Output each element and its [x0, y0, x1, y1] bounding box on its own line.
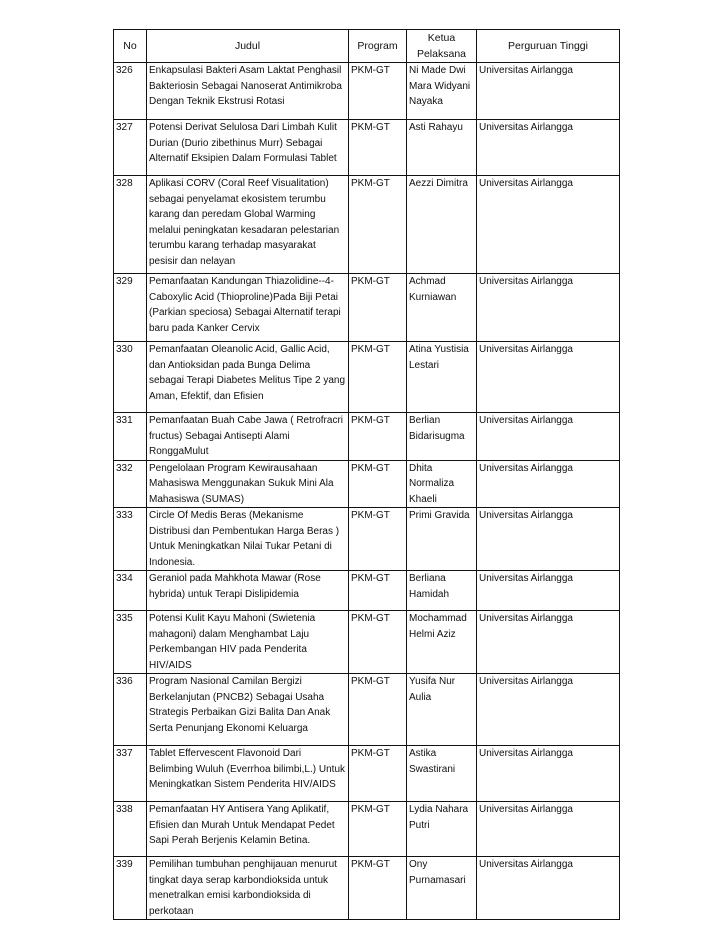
- row-program: PKM-GT: [349, 63, 407, 120]
- header-ketua-line1: Ketua: [427, 32, 456, 44]
- row-program: PKM-GT: [349, 342, 407, 413]
- row-ketua: Asti Rahayu: [407, 120, 477, 176]
- row-ketua: Lydia Nahara Putri: [407, 802, 477, 857]
- row-no: 326: [114, 63, 147, 120]
- header-row: [114, 30, 620, 63]
- row-judul: Circle Of Medis Beras (Mekanisme Distribusi dan Pembentukan Harga Beras ) Untuk Meningkatkan Nilai Tukar Petani di Indonesia.: [147, 508, 349, 571]
- row-judul: Pemanfaatan HY Antisera Yang Aplikatif, Efisien dan Murah Untuk Mendapat Pedet Sapi Perah Berjenis Kelamin Betina.: [147, 802, 349, 857]
- row-program: PKM-GT: [349, 571, 407, 611]
- row-ketua: Primi Gravida: [407, 508, 477, 571]
- row-perguruan: Universitas Airlangga: [477, 342, 620, 413]
- row-no: 330: [114, 342, 147, 413]
- row-perguruan: Universitas Airlangga: [477, 674, 620, 746]
- row-ketua: Mochammad Helmi Aziz: [407, 611, 477, 674]
- row-no: 339: [114, 857, 147, 920]
- row-judul: Geraniol pada Mahkhota Mawar (Rose hybrida) untuk Terapi Dislipidemia: [147, 571, 349, 611]
- header-judul: Judul: [147, 30, 349, 63]
- document-table: [113, 29, 620, 920]
- table-row: [114, 413, 620, 461]
- row-no: 328: [114, 176, 147, 274]
- row-judul: Program Nasional Camilan Bergizi Berkelanjutan (PNCB2) Sebagai Usaha Strategis Perbaikan Gizi Balita Dan Anak Serta Penunjang Ekonomi Keluarga: [147, 674, 349, 746]
- header-program: Program: [349, 30, 407, 63]
- row-ketua: Ni Made Dwi Mara Widyani Nayaka: [407, 63, 477, 120]
- row-no: 327: [114, 120, 147, 176]
- row-program: PKM-GT: [349, 274, 407, 342]
- row-no: 337: [114, 746, 147, 802]
- header-no: No: [114, 30, 147, 63]
- row-perguruan: Universitas Airlangga: [477, 460, 620, 508]
- row-perguruan: Universitas Airlangga: [477, 120, 620, 176]
- table-row: [114, 674, 620, 746]
- row-program: PKM-GT: [349, 674, 407, 746]
- row-perguruan: Universitas Airlangga: [477, 611, 620, 674]
- row-judul: Aplikasi CORV (Coral Reef Visualitation) sebagai penyelamat ekosistem terumbu karang dan peredam Global Warming melalui peningkatan kesadaran pelestarian terumbu karang terhadap masyarakat pesisir dan nelayan: [147, 176, 349, 274]
- table-row: [114, 611, 620, 674]
- row-perguruan: Universitas Airlangga: [477, 857, 620, 920]
- row-perguruan: Universitas Airlangga: [477, 746, 620, 802]
- row-ketua: Yusifa Nur Aulia: [407, 674, 477, 746]
- row-program: PKM-GT: [349, 460, 407, 508]
- row-ketua: Dhita Normaliza Khaeli: [407, 460, 477, 508]
- table-row: [114, 857, 620, 920]
- row-perguruan: Universitas Airlangga: [477, 508, 620, 571]
- row-program: PKM-GT: [349, 508, 407, 571]
- row-no: 332: [114, 460, 147, 508]
- table-row: [114, 274, 620, 342]
- row-judul: Pemanfaatan Oleanolic Acid, Gallic Acid, dan Antioksidan pada Bunga Delima sebagai Terapi Diabetes Melitus Tipe 2 yang Aman, Efektif, dan Efisien: [147, 342, 349, 413]
- row-program: PKM-GT: [349, 120, 407, 176]
- table-row: [114, 176, 620, 274]
- row-perguruan: Universitas Airlangga: [477, 176, 620, 274]
- row-judul: Enkapsulasi Bakteri Asam Laktat Penghasil Bakteriosin Sebagai Nanoserat Antimikroba Dengan Teknik Ekstrusi Rotasi: [147, 63, 349, 120]
- row-no: 329: [114, 274, 147, 342]
- row-perguruan: Universitas Airlangga: [477, 571, 620, 611]
- row-judul: Pemanfaatan Kandungan Thiazolidine--4-Caboxylic Acid (Thioproline)Pada Biji Petai (Parkian speciosa) Sebagai Alternatif terapi baru pada Kanker Cervix: [147, 274, 349, 342]
- table-row: [114, 571, 620, 611]
- row-ketua: Berliana Hamidah: [407, 571, 477, 611]
- row-ketua: Berlian Bidarisugma: [407, 413, 477, 461]
- row-judul: Tablet Effervescent Flavonoid Dari Belimbing Wuluh (Everrhoa bilimbi,L.) Untuk Meningkatkan Sistem Penderita HIV/AIDS: [147, 746, 349, 802]
- header-perguruan: Perguruan Tinggi: [477, 30, 620, 63]
- row-no: 334: [114, 571, 147, 611]
- row-no: 336: [114, 674, 147, 746]
- row-no: 335: [114, 611, 147, 674]
- table-row: [114, 63, 620, 120]
- table-row: [114, 802, 620, 857]
- row-ketua: Ony Purnamasari: [407, 857, 477, 920]
- row-no: 331: [114, 413, 147, 461]
- row-perguruan: Universitas Airlangga: [477, 413, 620, 461]
- row-program: PKM-GT: [349, 611, 407, 674]
- table-row: [114, 342, 620, 413]
- row-no: 338: [114, 802, 147, 857]
- header-ketua-line2: Pelaksana: [416, 48, 467, 60]
- row-judul: Pemanfaatan Buah Cabe Jawa ( Retrofracri fructus) Sebagai Antisepti Alami RonggaMulut: [147, 413, 349, 461]
- row-perguruan: Universitas Airlangga: [477, 802, 620, 857]
- row-program: PKM-GT: [349, 802, 407, 857]
- row-judul: Pemilihan tumbuhan penghijauan menurut tingkat daya serap karbondioksida untuk menetralkan emisi karbondioksida di perkotaan: [147, 857, 349, 920]
- table-row: [114, 746, 620, 802]
- row-judul: Pengelolaan Program Kewirausahaan Mahasiswa Menggunakan Sukuk Mini Ala Mahasiswa (SUMAS): [147, 460, 349, 508]
- row-ketua: Achmad Kurniawan: [407, 274, 477, 342]
- row-ketua: Atina Yustisia Lestari: [407, 342, 477, 413]
- row-perguruan: Universitas Airlangga: [477, 63, 620, 120]
- row-program: PKM-GT: [349, 413, 407, 461]
- table-row: [114, 120, 620, 176]
- row-ketua: Aezzi Dimitra: [407, 176, 477, 274]
- header-ketua: [407, 30, 477, 63]
- row-program: PKM-GT: [349, 176, 407, 274]
- row-program: PKM-GT: [349, 746, 407, 802]
- row-no: 333: [114, 508, 147, 571]
- row-perguruan: Universitas Airlangga: [477, 274, 620, 342]
- table-row: [114, 460, 620, 508]
- row-judul: Potensi Derivat Selulosa Dari Limbah Kulit Durian (Durio zibethinus Murr) Sebagai Alternatif Eksipien Dalam Formulasi Tablet: [147, 120, 349, 176]
- row-ketua: Astika Swastirani: [407, 746, 477, 802]
- row-program: PKM-GT: [349, 857, 407, 920]
- row-judul: Potensi Kulit Kayu Mahoni (Swietenia mahagoni) dalam Menghambat Laju Perkembangan HIV pada Penderita HIV/AIDS: [147, 611, 349, 674]
- table-row: [114, 508, 620, 571]
